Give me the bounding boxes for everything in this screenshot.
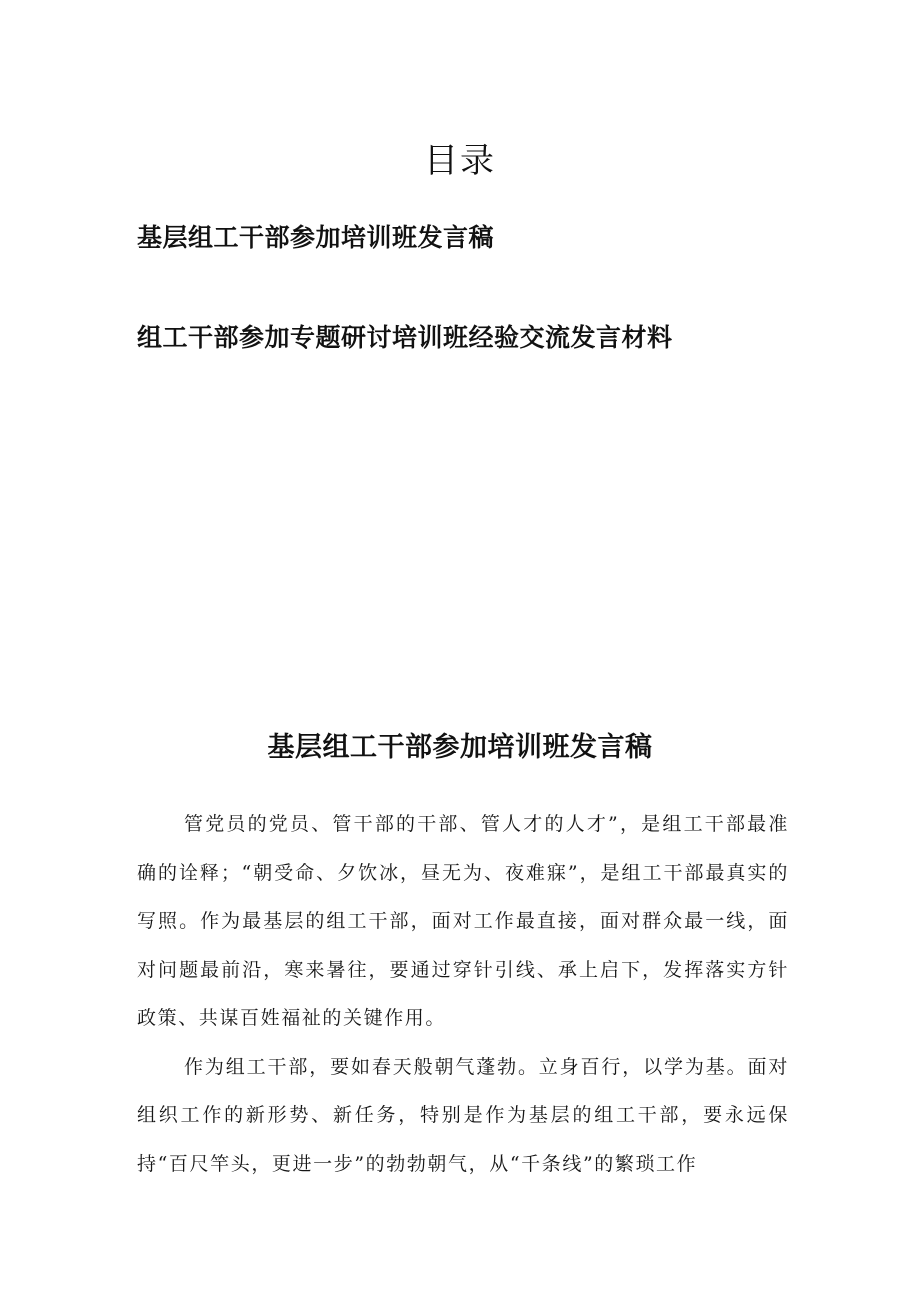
body-paragraph: 作为组工干部，要如春天般朝气蓬勃。立身百行，以学为基。面对组织工作的新形势、新任务，特别是作为基层的组工干部，要永远保持“百尺竿头，更进一步”的勃勃朝气，从“千条线”的繁琐工作	[137, 1055, 789, 1175]
toc-heading: 目录	[424, 140, 496, 181]
toc-item[interactable]: 组工干部参加专题研讨培训班经验交流发言材料	[137, 323, 673, 352]
article-title: 基层组工干部参加培训班发言稿	[267, 732, 653, 764]
toc-list	[137, 220, 673, 356]
toc-item[interactable]: 基层组工干部参加培训班发言稿	[137, 223, 495, 252]
body-paragraph: 管党员的党员、管干部的干部、管人才的人才”，是组工干部最准确的诠释；“朝受命、夕饮冰，昼无为、夜难寐”，是组工干部最真实的写照。作为最基层的组工干部，面对工作最直接，面对群众最一线，面对问题最前沿，寒来暑往，要通过穿针引线、承上启下，发挥落实方针政策、共谋百姓福祉的关键作用。	[137, 813, 789, 1029]
article-body	[137, 800, 789, 1188]
